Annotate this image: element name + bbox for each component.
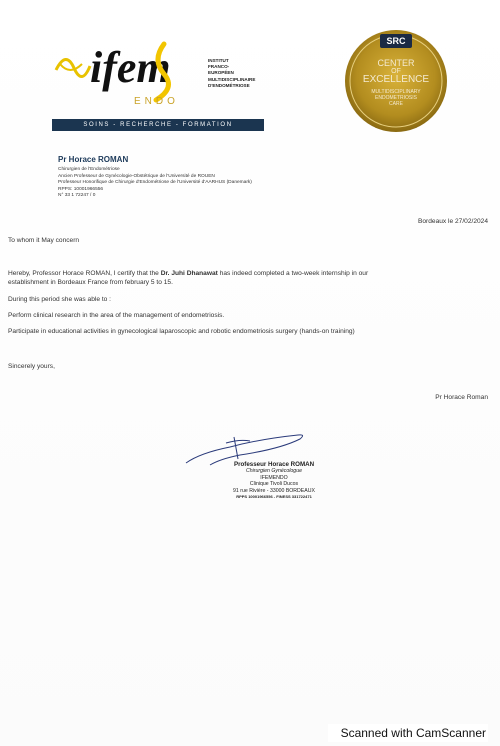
intern-name: Dr. Juhi Dhanawat — [160, 270, 218, 277]
seal-text-1: CENTER — [377, 58, 415, 68]
seal-text-3: EXCELLENCE — [362, 74, 430, 85]
ifemendo-logo — [52, 30, 212, 110]
credential-line: Ancien Professeur de Gynécologie-Obstétrique de l'Université de ROUEN — [58, 173, 215, 179]
salutation: To whom it May concern — [8, 237, 80, 244]
author-name: Pr Horace ROMAN — [58, 155, 129, 164]
doctor-stamp — [214, 462, 334, 500]
stamp-clinic: Clinique Tivoli Ducos — [249, 481, 299, 488]
closing: Sincerely yours, — [8, 363, 55, 370]
tagline-banner: SOINS - RECHERCHE - FORMATION — [52, 119, 264, 131]
signer-name: Pr Horace Roman — [435, 394, 488, 401]
paragraph-1-end: has indeed completed a two-week internship in our — [217, 270, 369, 277]
credential-line: RPPS: 10001966556 — [58, 186, 104, 192]
stamp-org: IFEMENDO — [260, 474, 288, 481]
stamp-title: Professeur Horace ROMAN — [233, 461, 315, 468]
logo-sub: ENDO — [134, 96, 179, 107]
stamp-subtitle: Chirurgien Gynécologue — [246, 468, 302, 475]
paragraph-1-line-2: establishment in Bordeaux France from february 5 to 15. — [8, 279, 173, 286]
author-credentials — [58, 167, 252, 200]
stamp-ids: RPPS 10001966556 - FINESS 331722471 — [236, 494, 312, 500]
paragraph-4: Participate in educational activities in gynecological laparoscopic and robotic endometriosis surgery (hands-on training) — [8, 328, 355, 335]
paragraph-3: Perform clinical research in the area of the management of endometriosis. — [8, 312, 225, 319]
scanner-watermark: Scanned with CamScanner — [328, 724, 488, 742]
credential-line: Professeur Honorifique de Chirurgie d'Endométriose de l'Université d'AARHUS (Danemark) — [58, 180, 252, 186]
institute-name: INSTITUT FRANCO- EUROPÉEN MULTIDISCIPLINAIRE D'ENDOMÉTRIOSE — [208, 58, 256, 88]
credential-line: N° 33 1 72247 / 0 — [58, 193, 96, 199]
paragraph-2: During this period she was able to : — [8, 296, 111, 303]
letter-date: Bordeaux le 27/02/2024 — [417, 218, 488, 225]
logo-word: ifem — [90, 43, 171, 92]
seal-text-2: OF — [391, 68, 401, 75]
seal-text-4: MULTIDISCIPLINARY — [371, 89, 421, 95]
paragraph-1-start: Hereby, Professor Horace ROMAN, I certify that the — [8, 270, 161, 277]
seal-badge: SRC — [380, 34, 412, 48]
seal-text-5: ENDOMETRIOSIS — [375, 95, 417, 101]
stamp-address: 91 rue Rivière - 33000 BORDEAUX — [233, 487, 315, 494]
paragraph-1 — [8, 269, 368, 287]
seal-text-6: CARE — [389, 101, 403, 107]
credential-line: Chirurgien de l'Endométriose — [58, 167, 120, 172]
